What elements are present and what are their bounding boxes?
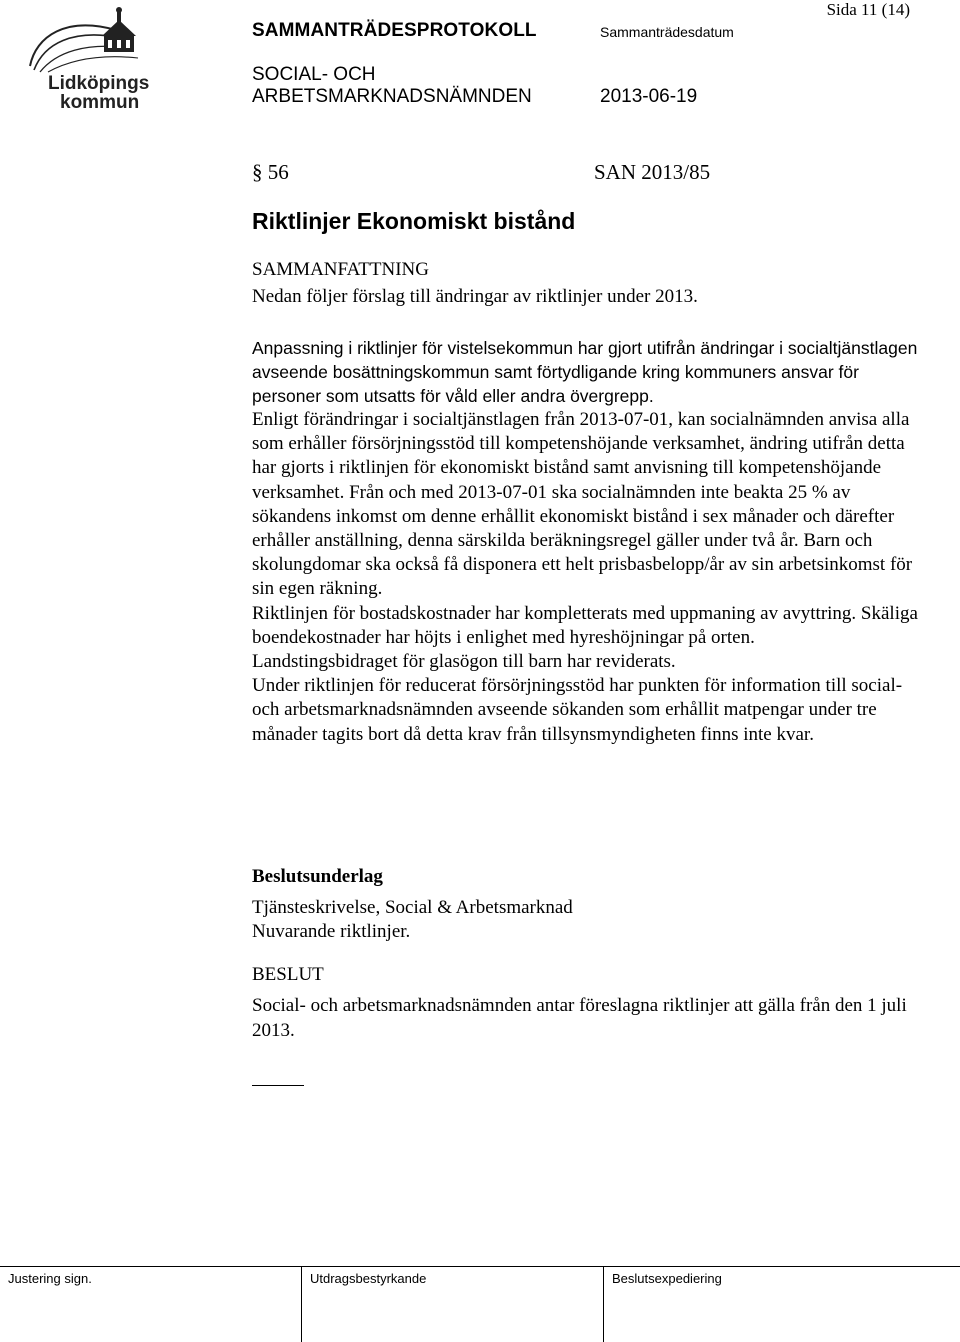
footer-extract-certification — [302, 1267, 604, 1342]
basis-list — [252, 896, 573, 944]
meeting-date: 2013-06-19 — [600, 86, 698, 107]
basis-item: Tjänsteskrivelse, Social & Arbetsmarknad — [252, 897, 573, 918]
footer-label: Beslutsexpediering — [612, 1271, 722, 1286]
body-paragraph-1: Anpassning i riktlinjer för vistelsekommun har gjort utifrån ändringar i socialtjänstlagen avseende bosättningskommun samt förtydligande kring kommuners ansvar för personer som utsatts för våld eller andra övergrepp. — [252, 338, 918, 406]
summary-intro: Nedan följer förslag till ändringar av riktlinjer under 2013. — [252, 286, 698, 307]
decision-heading: BESLUT — [252, 964, 324, 985]
city-hall-emblem-icon — [26, 6, 156, 112]
municipality-logo — [26, 6, 156, 112]
committee-name-line-1: SOCIAL- OCH — [252, 64, 376, 85]
summary-heading: SAMMANFATTNING — [252, 259, 429, 280]
body-paragraph-5: Under riktlinjen för reducerat försörjningsstöd har punkten för information till social- och arbetsmarknadsnämnden avseende sökanden som erhållit matpengar under tre månader tagits bort då detta krav från tillsynsmyndigheten finns inte kvar. — [252, 675, 903, 745]
footer-adjustment-sign — [0, 1267, 302, 1342]
footer-label: Utdragsbestyrkande — [310, 1271, 427, 1286]
body-text — [252, 408, 932, 747]
basis-item: Nuvarande riktlinjer. — [252, 921, 411, 942]
logo-text-line-2: kommun — [60, 92, 140, 112]
meeting-date-label: Sammanträdesdatum — [600, 24, 734, 40]
body-paragraph-3: Riktlinjen för bostadskostnader har kompletterats med uppmaning av avyttring. Skäliga boendekostnader har höjts i enlighet med hyreshöjningar på orten. — [252, 602, 918, 648]
case-number: SAN 2013/85 — [594, 160, 711, 184]
decision-text: Social- och arbetsmarknadsnämnden antar föreslagna riktlinjer att gälla från den 1 juli 2013. — [252, 995, 907, 1041]
protocol-title: SAMMANTRÄDESPROTOKOLL — [252, 20, 537, 41]
end-divider — [252, 1085, 304, 1086]
body-paragraph-4: Landstingsbidraget för glasögon till barn har reviderats. — [252, 651, 676, 673]
basis-heading: Beslutsunderlag — [252, 866, 383, 887]
signature-footer — [0, 1266, 960, 1341]
document-title: Riktlinjer Ekonomiskt bistånd — [252, 208, 576, 234]
body-paragraph-2: Enligt förändringar i socialtjänstlagen från 2013-07-01, kan socialnämnden anvisa alla som erhåller försörjningsstöd till kompetenshöjande verksamhet, ändring utifrån detta har gjorts i riktlinjen för ekonomiskt bistånd samt anvisning till kompetenshöjande verksamhet. Från och med 2013-07-01 ska socialnämnden inte beakta 25 % av sökandens inkomst om denne erhållit ekonomiskt bistånd i sex månader och därefter erhåller anställning, denna särskilda beräkningsregel gäller under två år. Barn och skolungdomar ska också få disponera ett helt prisbasbelopp/år av sin arbetsinkomst för sin egen räkning. — [252, 409, 913, 600]
logo-text-line-1: Lidköpings — [48, 73, 150, 94]
committee-name-line-2: ARBETSMARKNADSNÄMNDEN — [252, 86, 532, 107]
footer-label: Justering sign. — [8, 1271, 92, 1286]
page-number: Sida 11 (14) — [826, 0, 910, 19]
paragraph-number: § 56 — [252, 160, 289, 184]
footer-decision-dispatch — [604, 1267, 960, 1342]
